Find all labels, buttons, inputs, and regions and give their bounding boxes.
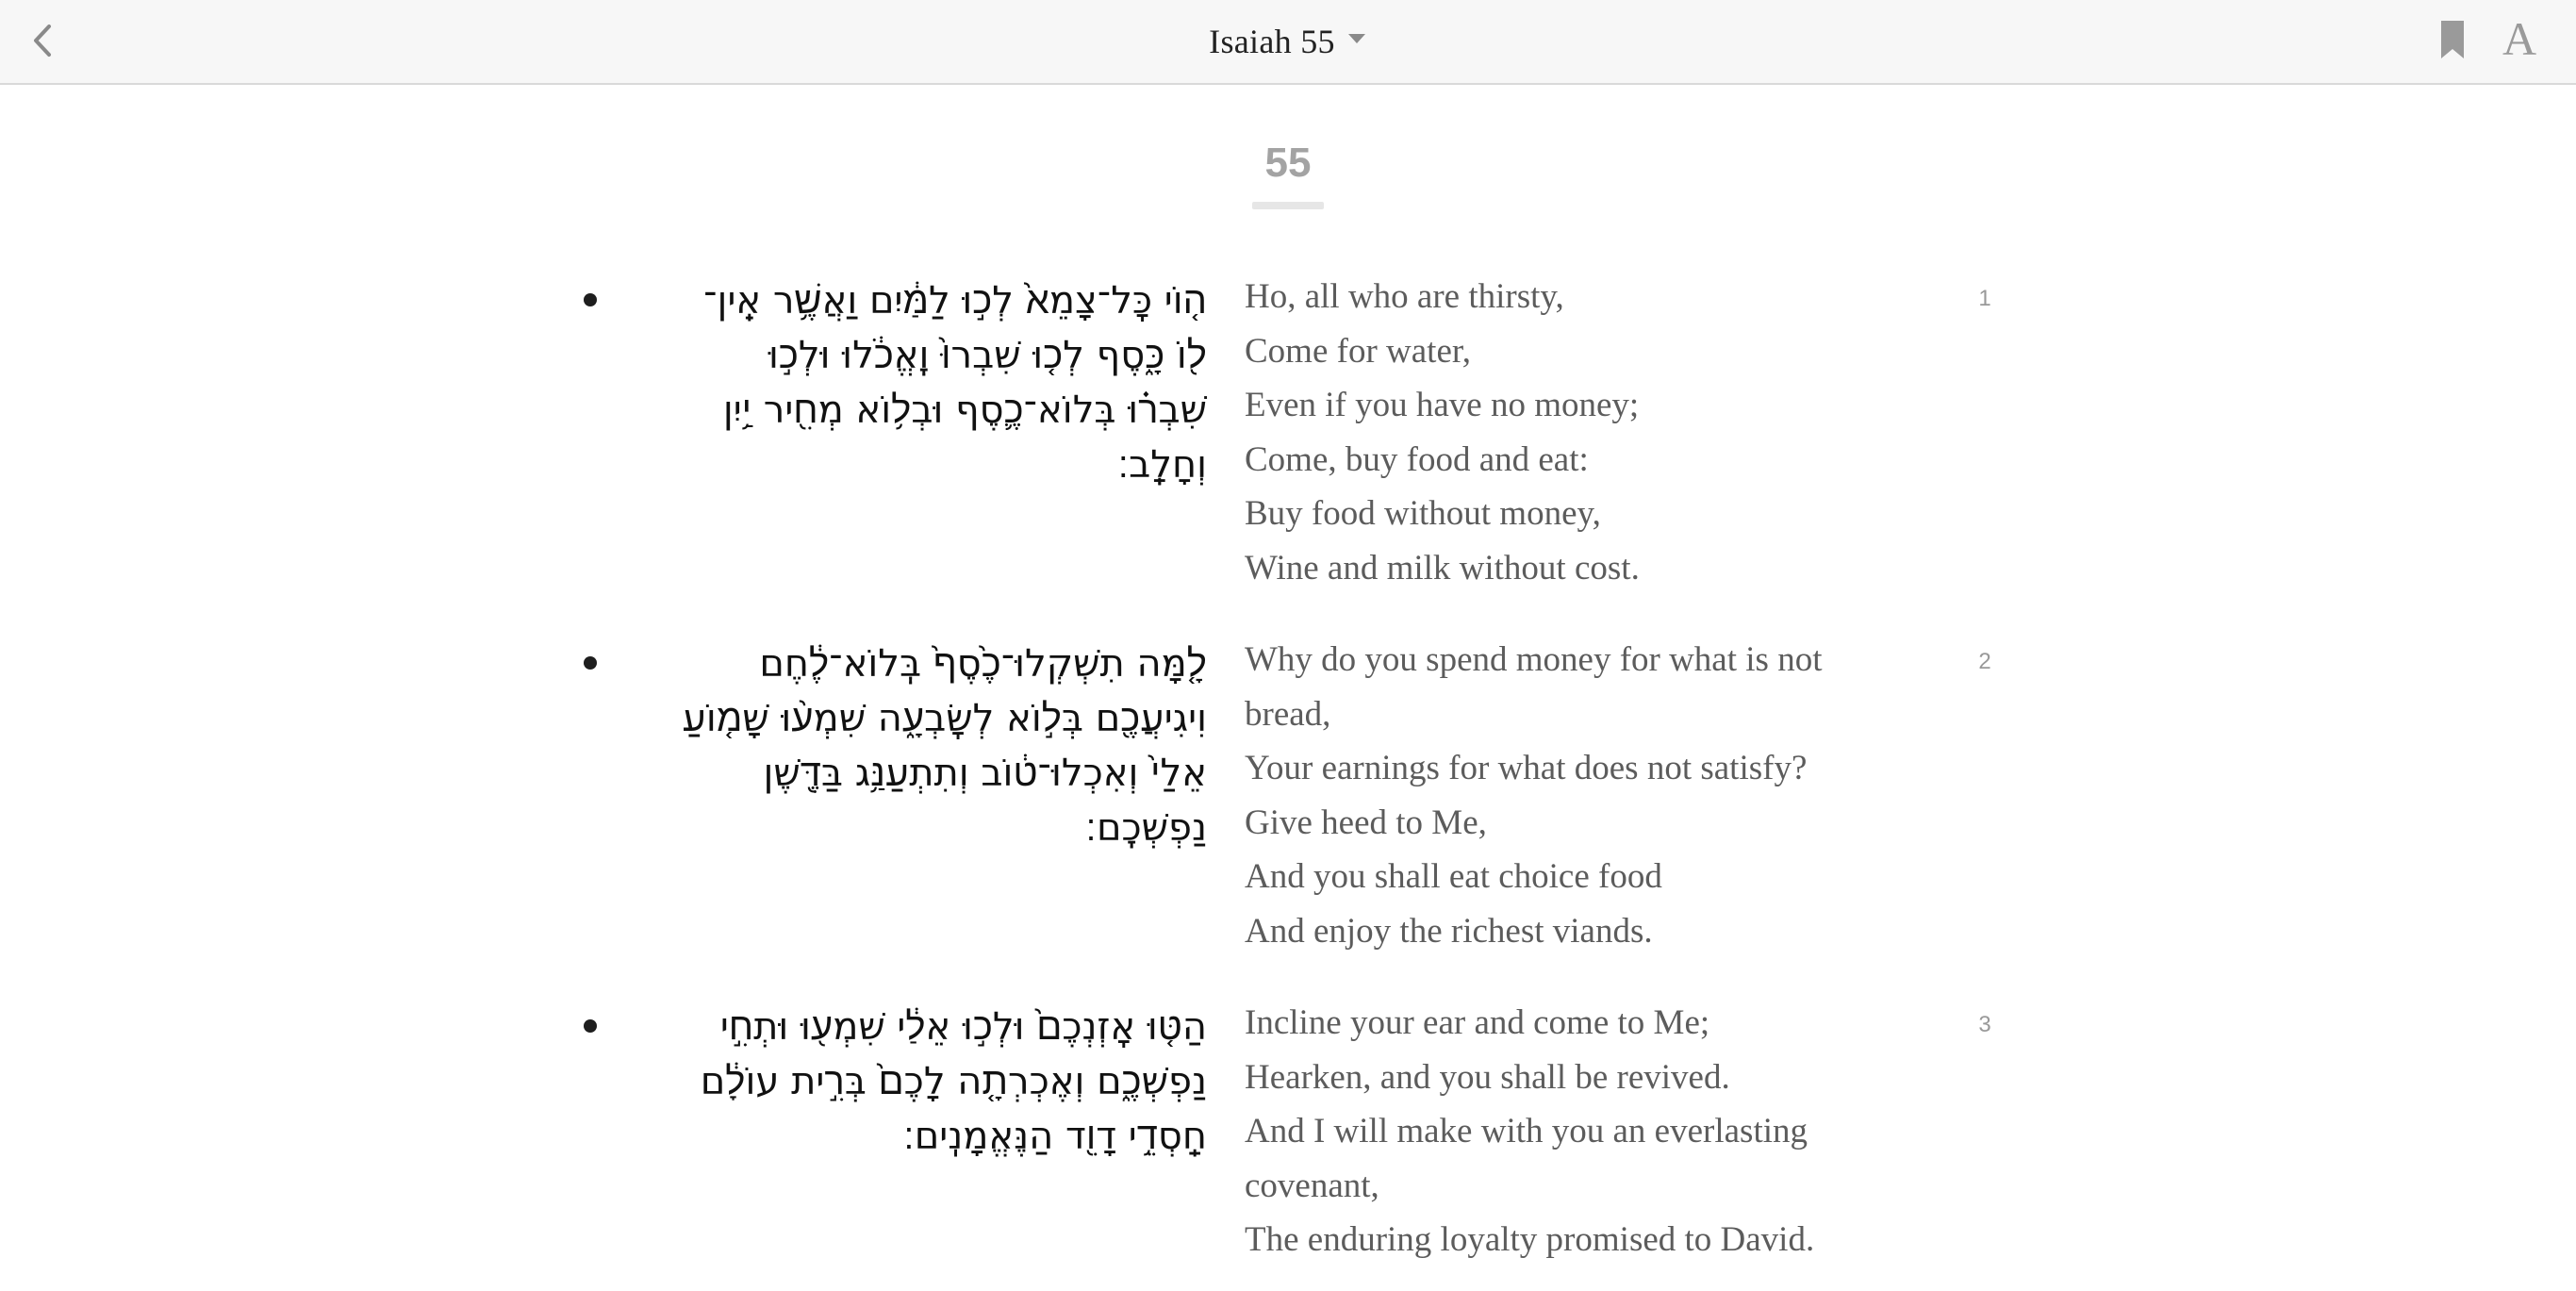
page-title: Isaiah 55	[1209, 23, 1335, 60]
chapter-selector-button[interactable]	[0, 0, 2576, 83]
hebrew-text	[703, 273, 1207, 492]
english-line: covenant,	[1245, 1166, 1379, 1205]
hebrew-line: שִׁבְר֗וּ בְּלוֹא־כֶ֛סֶף וּבְל֥וֹא מְחִ֖יר יַ֥יִן	[722, 389, 1207, 432]
hebrew-line: חַֽסְדֵ֥י דָוִ֖ד הַנֶּאֱמָנִֽים׃	[902, 1115, 1207, 1158]
hebrew-line: ה֤וֹי כׇּל־צָמֵא֙ לְכ֣וּ לַמַּ֔יִם וַאֲשֶׁ֥ר אֵֽין־	[703, 279, 1207, 323]
hebrew-line: נַפְשְׁכֶ֑ם וְאֶכְרְתָ֤ה לָכֶם֙ בְּרִ֣ית עוֹלָ֔ם	[700, 1060, 1207, 1103]
hebrew-line: הַטּ֤וּ אׇזְנְכֶם֙ וּלְכ֣וּ אֵלַ֔י שִׁמְע֖וּ וּתְחִ֣י	[719, 1005, 1207, 1049]
english-line: Ho, all who are thirsty,	[1245, 277, 1564, 316]
english-line: Hearken, and you shall be revived.	[1245, 1057, 1730, 1097]
navigation-bar	[0, 0, 2576, 85]
english-line: Your earnings for what does not satisfy?	[1245, 749, 1808, 787]
chapter-number: 55	[1264, 140, 1312, 186]
chapter-number-underline	[1252, 202, 1324, 209]
hebrew-text	[701, 1000, 1207, 1164]
bookmark-button[interactable]	[2438, 19, 2467, 60]
english-line: Come, buy food and eat:	[1245, 439, 1589, 479]
verse-bullet	[584, 1019, 597, 1033]
verse-number: 1	[1978, 286, 1991, 311]
verse-bullet	[584, 293, 597, 306]
english-line: Come for water,	[1245, 331, 1471, 371]
hebrew-line: נַפְשְׁכֶֽם׃	[1085, 806, 1207, 850]
english-line: Even if you have no money;	[1245, 386, 1640, 424]
hebrew-line: וִיגִיעֲכֶ֖ם בְּל֣וֹא לְשׇׂבְעָ֑ה שִׁמְע֨וּ שָׁמ֤וֹעַ	[682, 697, 1207, 740]
bookmark-icon	[2438, 19, 2467, 60]
english-line: Incline your ear and come to Me;	[1245, 1003, 1710, 1042]
english-translation	[1245, 633, 1822, 958]
english-line: Why do you spend money for what is not	[1245, 640, 1823, 679]
english-line: Wine and milk without cost.	[1245, 548, 1640, 588]
english-line: And enjoy the richest viands.	[1245, 911, 1653, 951]
hebrew-line: ל֖וֹ כָּ֑סֶף לְכ֤וּ שִׁבְרוּ֙ וֶֽאֱכֹ֔לוּ וּלְכ֣וּ	[768, 334, 1207, 377]
verse-number: 2	[1978, 649, 1991, 674]
english-line: And I will make with you an everlasting	[1245, 1112, 1808, 1150]
english-line: Give heed to Me,	[1245, 803, 1487, 842]
hebrew-line: אֵלַי֙ וְאִכְלוּ־ט֔וֹב וְתִתְעַנַּ֥ג בַּדֶּ֖שֶׁן	[763, 752, 1207, 795]
verse-number: 3	[1978, 1012, 1991, 1037]
english-line: Buy food without money,	[1245, 494, 1601, 533]
caret-down-icon	[1346, 32, 1367, 45]
font-settings-button[interactable]: A	[2502, 12, 2537, 65]
english-line: And you shall eat choice food	[1245, 857, 1662, 896]
english-translation	[1245, 270, 1640, 595]
verse-bullet	[584, 656, 597, 670]
hebrew-text	[682, 637, 1207, 855]
english-translation	[1245, 996, 1814, 1267]
english-line: bread,	[1245, 694, 1331, 734]
english-line: The enduring loyalty promised to David.	[1245, 1220, 1815, 1259]
hebrew-line: וְחָלָֽב׃	[1117, 443, 1207, 487]
hebrew-line: לָ֤מָּה תִשְׁקְלוּ־כֶ֙סֶף֙ בְּֽלוֹא־לֶ֔חֶם	[759, 642, 1207, 686]
